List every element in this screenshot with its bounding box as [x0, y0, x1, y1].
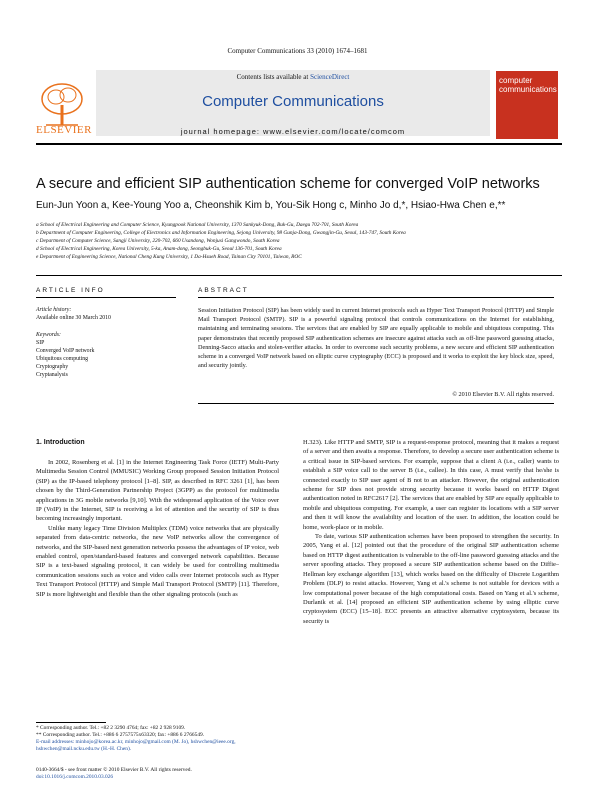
- history-value: Available online 30 March 2010: [36, 315, 111, 321]
- footnote-corresponding-2: ** Corresponding author. Tel.: +886 6 2757575x63320; fax: +886 6 2766549.: [36, 732, 205, 738]
- article-info-heading: ARTICLE INFO: [36, 287, 105, 294]
- keywords-label: Keywords:: [36, 332, 61, 338]
- keyword-item: Cryptography: [36, 364, 69, 370]
- article-info-block: [36, 306, 186, 379]
- keyword-item: Converged VoIP network: [36, 348, 95, 354]
- affiliation-a: a School of Electrical Engineering and Computer Science, Kyungpook National University, 1370 Sankyuk-Dong, Buk-Gu, Daegu 702-701, South Korea: [36, 222, 359, 228]
- article-info-rule: [36, 297, 176, 298]
- abstract-copyright: © 2010 Elsevier B.V. All rights reserved.: [452, 391, 554, 398]
- abstract-rule: [198, 297, 554, 298]
- body-paragraph: H.323). Like HTTP and SMTP, SIP is a request-response protocol, meaning that it makes a request of a server and then awaits a response. Therefore, to develop a secure user authentication scheme is a critical issue in SIP-based services. For example, suppose that a client A (i.e., caller) wants to establish a SIP voice call to the server B (i.e., callee). In this case, A must verify that he/she is connected exactly to SIP user agent of B not to an attacker. However, the original authentication scheme for SIP does not provide strong security because it works based on HTTP Digest authentication noted in RFC2617 [2]. The services that are enabled by SIP are equally applicable to mobile and ubiquitous computing. For example, a user can register its locations with a SIP server and then it will know the availability and location of the user. In addition, the location could be home, work-place or in mobile.: [303, 439, 559, 531]
- contents-prefix: Contents lists available at: [236, 73, 311, 81]
- footnotes: [36, 725, 279, 753]
- body-right-column: [303, 438, 559, 626]
- body-left-column: [36, 458, 279, 599]
- footnote-rule: [36, 722, 106, 723]
- abstract-heading: ABSTRACT: [198, 287, 249, 294]
- affiliation-e: e Department of Engineering Science, National Cheng Kung University, 1 Da-Hsueh Road, Tainan City 70101, Taiwan, ROC: [36, 254, 302, 260]
- affiliation-c: c Department of Computer Science, Sangji University, 220-702, 660 Usandong, Wonjusi Gangwondo, South Korea: [36, 238, 280, 244]
- cover-title: computer communications: [499, 76, 557, 94]
- abstract-bottom-rule: [198, 403, 554, 404]
- section-rule-top: [36, 275, 562, 276]
- journal-reference: Computer Communications 33 (2010) 1674–1681: [227, 47, 368, 55]
- affiliation-b: b Department of Computer Engineering, College of Electronics and Information Engineering, Sejong University, 98 Gunja-Dong, Gwangjin-Gu, Seoul, 143-747, South Korea: [36, 230, 406, 236]
- history-label: Article history:: [36, 307, 72, 313]
- footnote-corresponding-1: * Corresponding author. Tel.: +82 2 3290 4764; fax: +82 2 928 9109.: [36, 725, 186, 731]
- author-list: Eun-Jun Yoon a, Kee-Young Yoo a, Cheonshik Kim b, You-Sik Hong c, Minho Jo d,*, Hsiao-Hwa Chen e,**: [36, 200, 506, 211]
- affiliation-d: d School of Electrical Engineering, Korea University, 5-ka, Anam-dong, Seongbuk-Gu, Seoul 136-701, South Korea: [36, 246, 282, 252]
- elsevier-logo-text: ELSEVIER: [36, 124, 92, 136]
- sciencedirect-link[interactable]: ScienceDirect: [310, 73, 350, 81]
- journal-homepage[interactable]: journal homepage: www.elsevier.com/locate/comcom: [180, 127, 406, 136]
- contents-available-line: [96, 73, 490, 81]
- footnote-email[interactable]: E-mail addresses: minhojo@korea.ac.kr, minhojo@gmail.com (M. Jo), hshwchen@ieee.org, hshwchen@mail.ncku.edu.tw (H.-H. Chen).: [36, 739, 236, 752]
- keyword-item: Cryptanalysis: [36, 372, 68, 378]
- body-paragraph: Unlike many legacy Time Division Multiplex (TDM) voice networks that are physically separated from data-centric networks, the new VoIP networks allow the convergence of networks, and the SIP-based next generation networks possess the advantages of IP voice, web enabled control, open/standard-based features and converged network capabilities. Because SIP is a text-based signaling protocol, it can widely be used for controlling multimedia communication sessions such as voice and video calls over Internet protocols such as Hyper Text Transport Protocol (HTTP) and Simple Mail Transport Protocol (SMTP) [11]. Therefore, SIP is more lightweight and flexible than the other signaling protocols (such as: [36, 524, 279, 598]
- section-heading-introduction: 1. Introduction: [36, 439, 85, 446]
- keyword-item: SIP: [36, 340, 45, 346]
- bottom-matter: [36, 767, 296, 781]
- keyword-item: Ubiquitous computing: [36, 356, 89, 362]
- issn-line: 0140-3664/$ - see front matter © 2010 Elsevier B.V. All rights reserved.: [36, 767, 192, 773]
- header-rule: [36, 143, 562, 145]
- abstract-text: Session Initiation Protocol (SIP) has been widely used in current Internet protocols such as Hyper Text Transport Protocol (HTTP) and Simple Mail Transport Protocol (SMTP). SIP is a powerful signaling protocol that controls communications on the Internet for establishing, maintaining and terminating sessions. The services that are enabled by SIP are equally applicable to mobile and ubiquitous computing. This paper demonstrates that recently proposed SIP authentication schemes are insecure against attacks such as off-line password guessing attacks, Denning-Sacco attacks and stolen-verifier attacks. In order to overcome such security problems, a new secure and efficient SIP authentication scheme in a converged VoIP network based on elliptic curve cryptography (ECC) is proposed and it works to exploit the key block size, speed, and security jointly.: [198, 307, 554, 370]
- doi-link[interactable]: doi:10.1016/j.comcom.2010.03.026: [36, 774, 114, 780]
- article-title: A secure and efficient SIP authentication scheme for converged VoIP networks: [36, 176, 540, 192]
- journal-title: Computer Communications: [202, 93, 384, 110]
- body-paragraph: In 2002, Rosenberg et al. [1] in the Internet Engineering Task Force (IETF) Multi-Party Multimedia Session Control (MMUSIC) Working Group proposed Session Initiation Protocol (SIP) as the IP-based telephony protocol [1–8]. SIP, as described in RFC 3261 [1], has been chosen by the Third-Generation Partnership Project (3GPP) as the protocol for multimedia applications in 3G mobile networks [9,10]. With the widespread application of the Voice over IP (VoIP) in the Internet, SIP is receiving a lot of attention and the security of SIP is thus becoming increasingly important.: [36, 459, 279, 523]
- body-paragraph: To date, various SIP authentication schemes have been proposed to strengthen the security. In 2005, Yang et al. [12] pointed out that the procedure of the original SIP authentication scheme based on HTTP digest authentication is vulnerable to the off-line password guessing attacks and the server spoofing attacks. They proposed a secure SIP authentication scheme based on the Diffie–Hellman key exchange algorithm [13], which works based on the difficulty of Discrete Logarithm Problem (DLP) to resist attacks. However, Yang et al.'s scheme is not suitable for devices with a low computational power because of the high computational costs. Based on Yang et al.'s scheme, Durlanik et al. [14] proposed an efficient SIP authentication scheme by using elliptic curve cryptosystem (ECC) [15–18]. ECC presents an attractive alternative cryptosystem, because its security is: [303, 533, 559, 625]
